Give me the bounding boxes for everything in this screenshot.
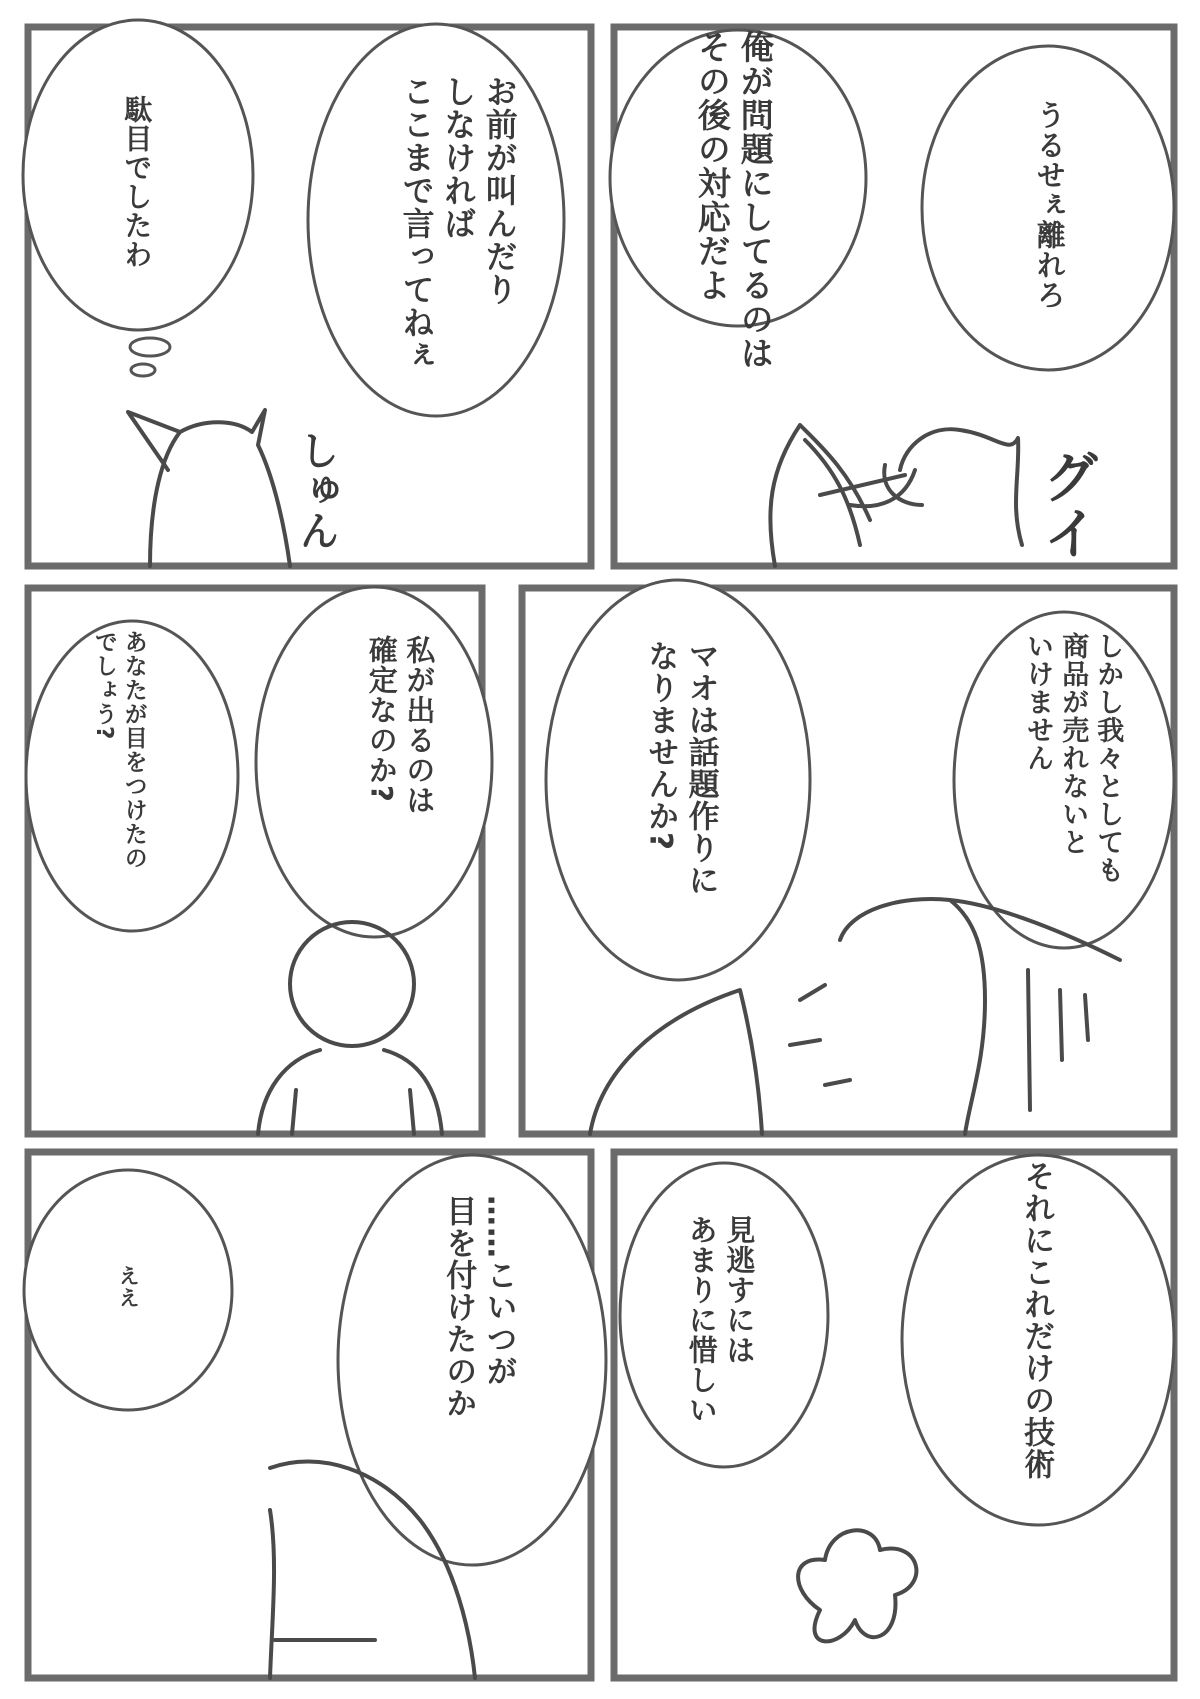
thought-text-dame: 駄目でしたわ [120,95,154,269]
speech-text-minogasu: 見逃すには あまりに惜しい [684,1215,757,1425]
speech-text-ore: 俺が問題にしてるのは その後の対応だよ [692,30,775,370]
speech-text-ee: ええ [116,1265,141,1309]
sfx-gui: グイ [1034,448,1099,560]
sfx-shun: しゅん [293,430,339,550]
speech-text-watashi: 私が出るのは 確定なのか? [364,635,437,815]
speech-text-omae: お前が叫んだり しなければ ここまで言ってねぇ [397,75,519,372]
speech-text-urusee: うるせぇ離れろ [1032,100,1067,310]
thought-bubble-dot-large [130,338,170,356]
thought-bubble-dot-small [131,364,155,376]
speech-text-shikashi: しかし我々としても 商品が売れないと いけません [1022,632,1124,884]
speech-text-sore: それにこれだけの技術 [1018,1160,1055,1480]
speech-text-koitsu: ……こいつが 目を付けたのか [440,1195,517,1419]
speech-text-anata: あなたが目をつけたの でしょう? [90,630,147,870]
speech-text-mao: マオは話題作りに なりませんか? [642,640,719,896]
